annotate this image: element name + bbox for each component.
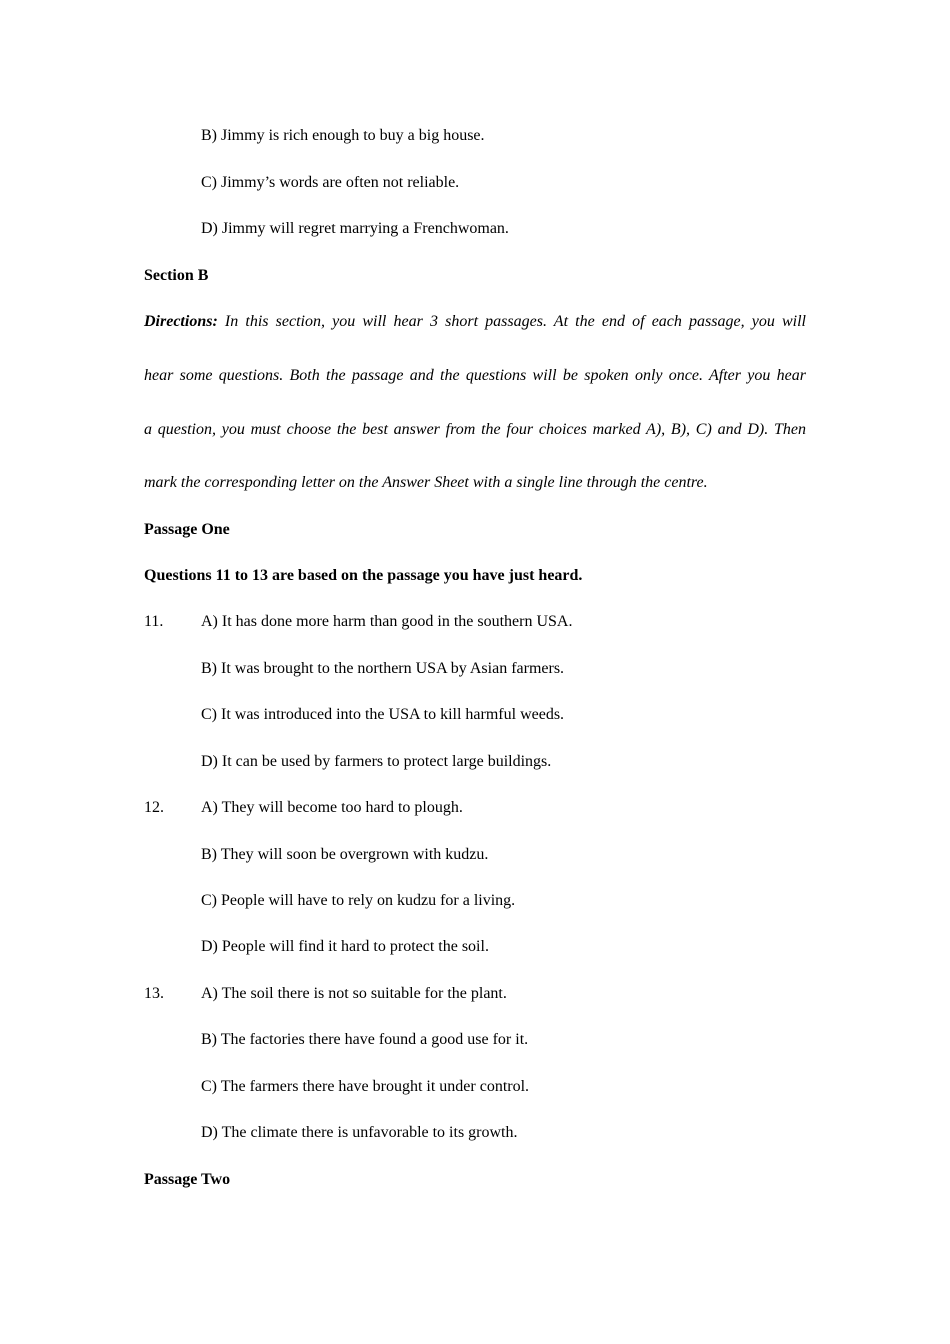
directions-line-1 xyxy=(144,312,806,332)
prev-option-b: B) Jimmy is rich enough to buy a big house. xyxy=(201,127,485,144)
question-13-number: 13. xyxy=(144,985,164,1002)
question-12-option-b: B) They will soon be overgrown with kudzu. xyxy=(201,846,489,863)
directions-line-4: mark the corresponding letter on the Answer Sheet with a single line through the centre. xyxy=(144,474,708,491)
section-b-heading: Section B xyxy=(144,267,209,284)
directions-label: Directions: xyxy=(144,313,218,330)
directions-text-1: In this section, you will hear 3 short passages. At the end of each passage, you will xyxy=(217,313,806,330)
question-12-option-a: A) They will become too hard to plough. xyxy=(201,799,463,816)
question-12-number: 12. xyxy=(144,799,164,816)
passage-one-instruction: Questions 11 to 13 are based on the passage you have just heard. xyxy=(144,567,583,584)
question-13-option-c: C) The farmers there have brought it under control. xyxy=(201,1078,530,1095)
prev-option-d: D) Jimmy will regret marrying a Frenchwoman. xyxy=(201,220,509,237)
prev-option-c: C) Jimmy’s words are often not reliable. xyxy=(201,174,460,191)
question-11-option-d: D) It can be used by farmers to protect large buildings. xyxy=(201,753,552,770)
question-11-option-c: C) It was introduced into the USA to kill harmful weeds. xyxy=(201,706,565,723)
question-11-option-b: B) It was brought to the northern USA by Asian farmers. xyxy=(201,660,565,677)
passage-one-title: Passage One xyxy=(144,521,230,538)
passage-two-title: Passage Two xyxy=(144,1171,231,1188)
question-13-option-b: B) The factories there have found a good use for it. xyxy=(201,1031,529,1048)
question-13-option-d: D) The climate there is unfavorable to its growth. xyxy=(201,1124,518,1141)
question-12-option-c: C) People will have to rely on kudzu for a living. xyxy=(201,892,516,909)
directions-line-3: a question, you must choose the best answer from the four choices marked A), B), C) and D). Then xyxy=(144,421,806,438)
question-11-option-a: A) It has done more harm than good in the southern USA. xyxy=(201,613,573,630)
directions-line-2: hear some questions. Both the passage and the questions will be spoken only once. After you hear xyxy=(144,367,806,384)
question-11-number: 11. xyxy=(144,613,164,630)
question-12-option-d: D) People will find it hard to protect the soil. xyxy=(201,938,489,955)
question-13-option-a: A) The soil there is not so suitable for the plant. xyxy=(201,985,507,1002)
